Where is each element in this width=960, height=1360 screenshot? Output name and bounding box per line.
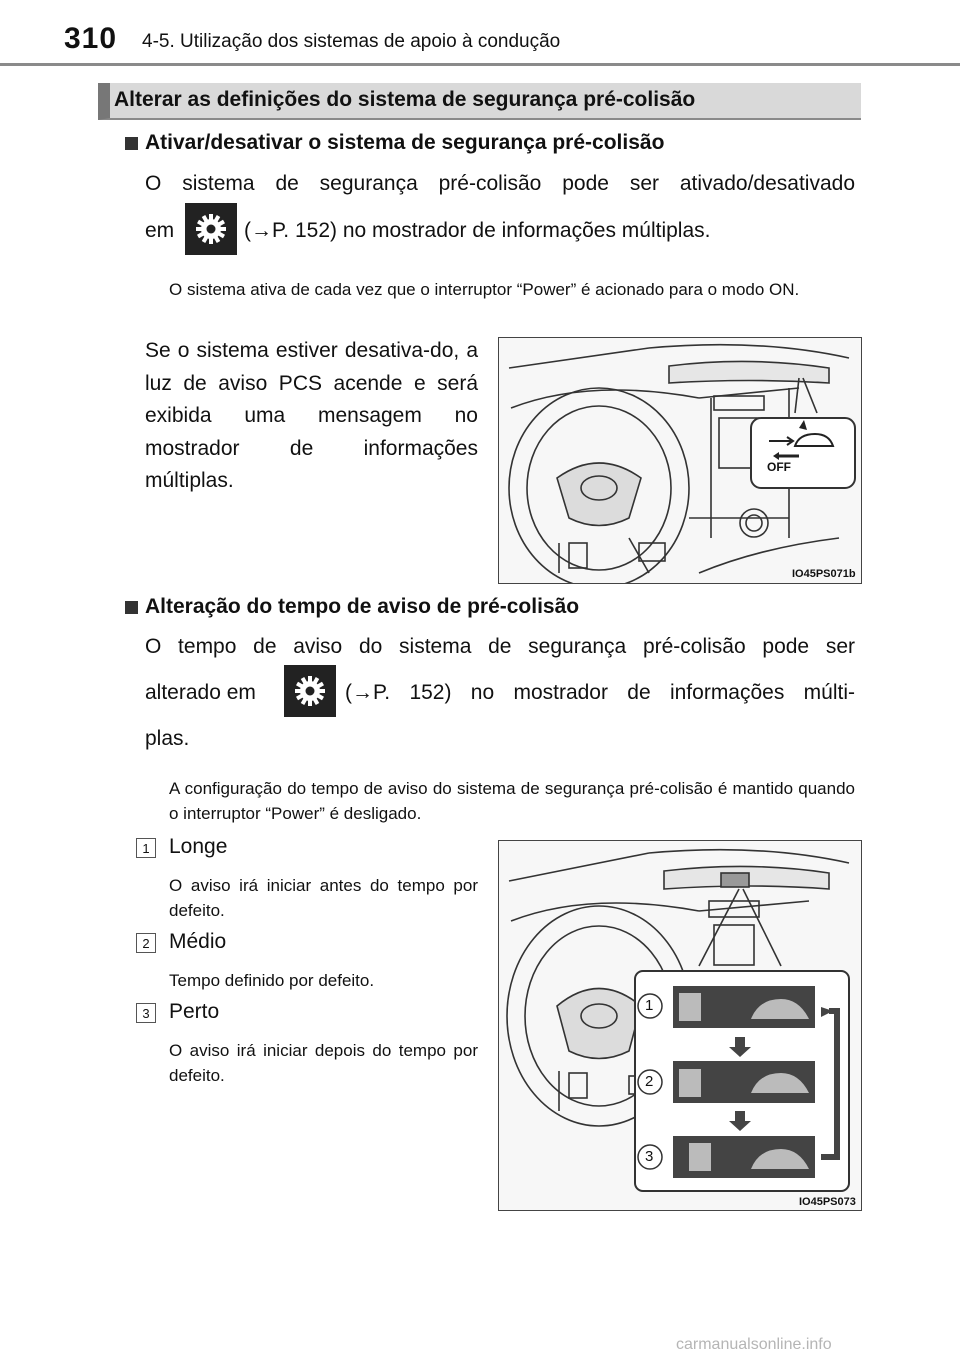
chapter-title: 4-5. Utilização dos sistemas de apoio à condução [142,31,561,52]
item-title: Perto [169,1000,220,1023]
item-description: O aviso irá iniciar depois do tempo por defeito. [169,1041,478,1085]
figure-label-number: 1 [645,997,654,1014]
settings-icon [284,665,336,717]
page-number: 310 [64,22,118,55]
item-number: 2 [136,933,156,953]
dashboard-illustration [499,338,861,583]
dashboard-timing-illustration [499,841,861,1210]
figure-label-number: 2 [645,1073,654,1090]
subsection-heading: Alteração do tempo de aviso de pré-colisão [145,595,580,618]
note-text: O sistema ativa de cada vez que o interruptor “Power” é acionado para o modo ON. [169,280,800,299]
off-label: OFF [767,460,791,474]
body-line-prefix: alterado em [145,681,256,704]
item-number: 3 [136,1003,156,1023]
watermark: carmanualsonline.info [676,1336,832,1353]
figure-warning-timing [498,840,862,1211]
figure-id: IO45PS071b [792,568,856,580]
note-text: A configuração do tempo de aviso do sistema de segurança pré-colisão é mantido quando o interruptor “Power” é desligado. [169,779,855,823]
body-line: O sistema de segurança pré-colisão pode ser ativado/desativado [145,172,855,195]
figure-pcs-warning [498,337,862,584]
body-line: plas. [145,727,190,750]
body-line: (→P. 152) no mostrador de informações múltiplas. [244,219,711,242]
section-title: Alterar as definições do sistema de segurança pré-colisão [114,88,696,111]
header-divider [0,63,960,66]
bullet-square-icon [125,137,138,150]
settings-icon [185,203,237,255]
body-line: O tempo de aviso do sistema de segurança pré-colisão pode ser [145,635,855,658]
item-number: 1 [136,838,156,858]
figure-label-number: 3 [645,1148,654,1165]
bullet-square-icon [125,601,138,614]
item-description: O aviso irá iniciar antes do tempo por defeito. [169,876,478,920]
item-description: Tempo definido por defeito. [169,971,375,990]
item-title: Médio [169,930,227,953]
side-text: Se o sistema estiver desativa-do, a luz de aviso PCS acende e será exibida uma mensagem no mostrador de informações múltiplas. [145,339,478,492]
subsection-heading: Ativar/desativar o sistema de segurança pré-colisão [145,131,665,154]
gear-icon [194,212,228,246]
body-line: (→P. 152) no mostrador de informações múlti- [345,681,855,704]
item-title: Longe [169,835,228,858]
figure-id: IO45PS073 [799,1196,856,1208]
gear-icon [293,674,327,708]
body-line-prefix: em [145,219,175,242]
